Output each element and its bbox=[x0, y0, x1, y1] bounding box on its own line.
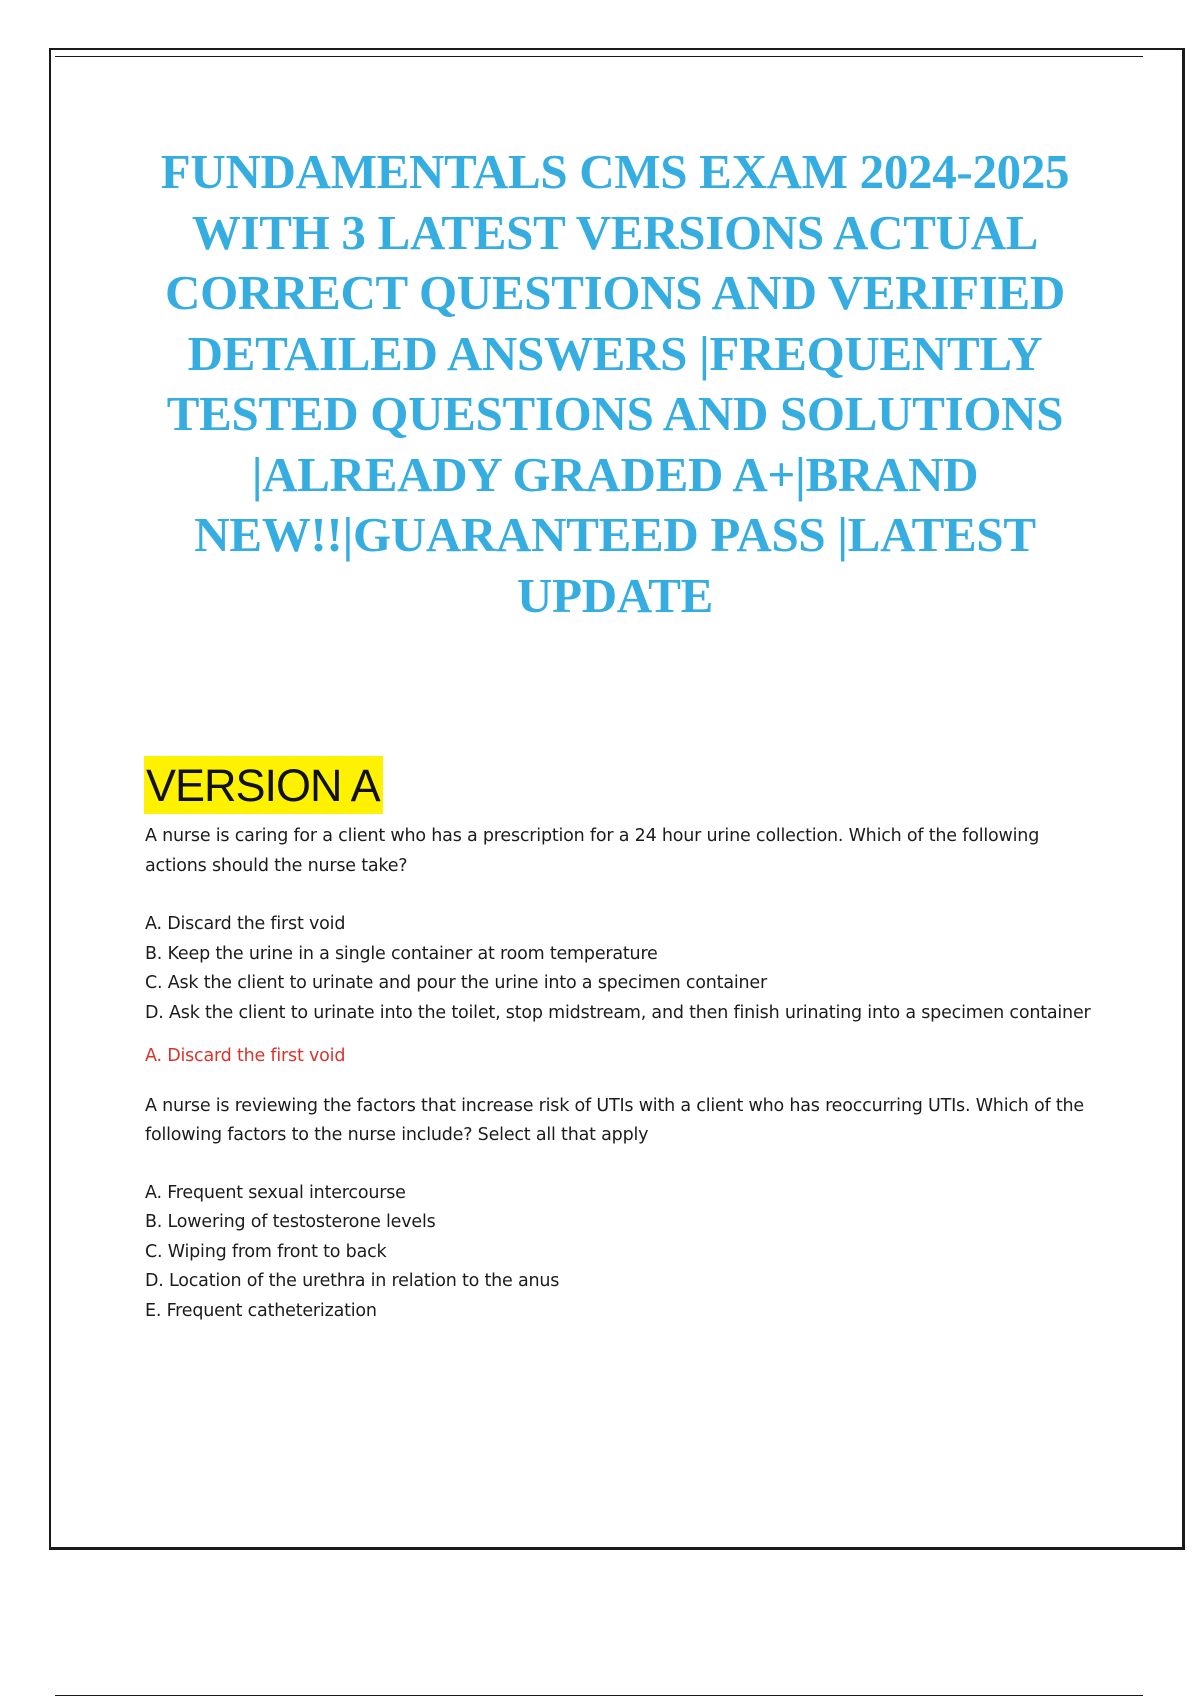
question-1-option-d: D. Ask the client to urinate into the toilet, stop midstream, and then finish urinating into a specimen container bbox=[145, 1002, 1091, 1023]
document-title: FUNDAMENTALS CMS EXAM 2024-2025 WITH 3 LATEST VERSIONS ACTUAL CORRECT QUESTIONS AND VERIFIED DETAILED ANSWERS |FREQUENTLY TESTED QUESTIONS AND SOLUTIONS |ALREADY GRADED A+|BRAND NEW!!|GUARANTEED PASS |LATEST UPDATE bbox=[160, 144, 1070, 623]
question-2 bbox=[145, 1092, 1095, 1327]
question-content bbox=[145, 822, 1095, 1326]
question-2-option-e: E. Frequent catheterization bbox=[145, 1300, 377, 1321]
version-heading: VERSION A bbox=[144, 756, 383, 814]
question-2-option-c: C. Wiping from front to back bbox=[145, 1241, 387, 1262]
question-2-option-a: A. Frequent sexual intercourse bbox=[145, 1182, 406, 1203]
question-1-option-c: C. Ask the client to urinate and pour the urine into a specimen container bbox=[145, 973, 767, 993]
question-1-answer: A. Discard the first void bbox=[145, 1046, 346, 1066]
bottom-rule bbox=[55, 1695, 1143, 1696]
question-1-options bbox=[145, 910, 1095, 1028]
question-2-option-d: D. Location of the urethra in relation to the anus bbox=[145, 1271, 560, 1291]
question-2-text: A nurse is reviewing the factors that increase risk of UTIs with a client who has reoccurring UTIs. Which of the following factors to the nurse include? Select all that apply bbox=[145, 1095, 1084, 1145]
question-1-option-a: A. Discard the first void bbox=[145, 914, 346, 934]
question-1-option-b: B. Keep the urine in a single container at room temperature bbox=[145, 943, 658, 964]
question-2-option-b: B. Lowering of testosterone levels bbox=[145, 1212, 436, 1232]
question-1 bbox=[145, 822, 1095, 1072]
top-rule bbox=[55, 56, 1143, 57]
question-1-text: A nurse is caring for a client who has a prescription for a 24 hour urine collection. Which of the following actions should the nurse take? bbox=[145, 826, 1040, 876]
question-2-options bbox=[145, 1179, 1095, 1327]
